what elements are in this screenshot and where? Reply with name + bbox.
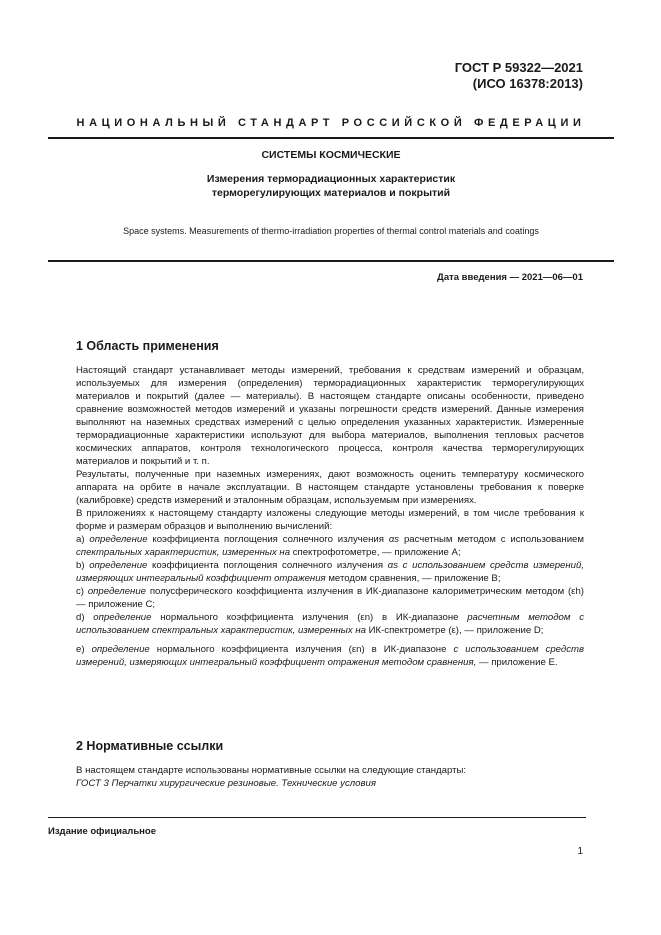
- intro-date: Дата введения — 2021—06—01: [437, 272, 583, 283]
- section-2-heading: 2 Нормативные ссылки: [76, 739, 224, 753]
- title-line-3: терморегулирующих материалов и покрытий: [211, 187, 451, 199]
- title-main: [48, 172, 614, 200]
- section-1-heading: 1 Область применения: [76, 339, 219, 353]
- page-number: 1: [577, 846, 583, 857]
- title-line-2: Измерения терморадиационных характеристик: [206, 173, 456, 185]
- section-1-paragraph-3: В приложениях к настоящему стандарту изложены следующие методы измерений, в том числе требования к форме и размерам образцов и выполнению вычислений:: [76, 508, 584, 532]
- title-english: Space systems. Measurements of thermo-irradiation properties of thermal control materials and coatings: [123, 226, 539, 236]
- iso-reference: (ИСО 16378:2013): [472, 76, 583, 91]
- list-item-e: е) определение нормального коэффициента излучения (εn) в ИК-диапазоне с использованием средств измерений, измеряющих интегральный коэффициент отражения методом сравнения, — приложение Е.: [76, 644, 585, 668]
- section-1-body: [76, 364, 584, 669]
- list-item-d: d) определение нормального коэффициента излучения (εn) в ИК-диапазоне расчетным методом с использованием спектральных характеристик, измеренных на ИК-спектрометре (ε), — приложение D;: [76, 612, 584, 636]
- national-standard-banner: НАЦИОНАЛЬНЫЙ СТАНДАРТ РОССИЙСКОЙ ФЕДЕРАЦИИ: [76, 117, 586, 129]
- normative-reference: ГОСТ 3 Перчатки хирургические резиновые. Технические условия: [76, 778, 376, 789]
- section-1-paragraph-1: Настоящий стандарт устанавливает методы измерений, требования к средствам измерений и образцам, используемых для измерения (определения) терморадиационных характеристик терморегулирующих материалов и покрытий (далее — материалы). В настоящем стандарте описаны особенности, приведено сравнение возможностей методов измерений и указаны погрешности средств измерений. Данные измерения выполняют на наземных средствах измерений с целью определения указанных характеристик. Измеренные терморадиационные характеристики используют для выбора материалов, выполнения тепловых расчетов космических аппаратов, контроля технологического процесса, контроля качества терморегулирующих материалов и покрытий и т. п.: [76, 365, 584, 467]
- list-item-b: b) определение коэффициента поглощения солнечного излучения αs с использованием средств измерений, измеряющих интегральный коэффициент отражения методом сравнения, — приложение В;: [76, 560, 584, 584]
- edition-label: Издание официальное: [48, 826, 156, 837]
- list-item-a: а) определение коэффициента поглощения солнечного излучения αs расчетным методом с использованием спектральных характеристик, измеренных на спектрофотометре, — приложение А;: [76, 534, 584, 558]
- footer-rule: [48, 817, 586, 818]
- section-2-body: [76, 764, 584, 790]
- title-line-1: СИСТЕМЫ КОСМИЧЕСКИЕ: [261, 149, 401, 161]
- banner-rule: [48, 137, 614, 139]
- section-1-paragraph-2: Результаты, полученные при наземных измерениях, дают возможность оценить температуру космического аппарата на орбите в начале эксплуатации. В настоящем стандарте установлены требования к поверке (калибровке) средств измерений и эталонным образцам, используемым при измерениях.: [76, 469, 584, 506]
- document-number: [455, 60, 583, 92]
- standard-number: ГОСТ Р 59322—2021: [454, 60, 583, 75]
- section-2-paragraph-1: В настоящем стандарте использованы нормативные ссылки на следующие стандарты:: [76, 765, 467, 776]
- list-item-c: с) определение полусферического коэффициента излучения в ИК-диапазоне калориметрическим методом (εh) — приложение С;: [76, 586, 584, 610]
- title-rule: [48, 260, 614, 262]
